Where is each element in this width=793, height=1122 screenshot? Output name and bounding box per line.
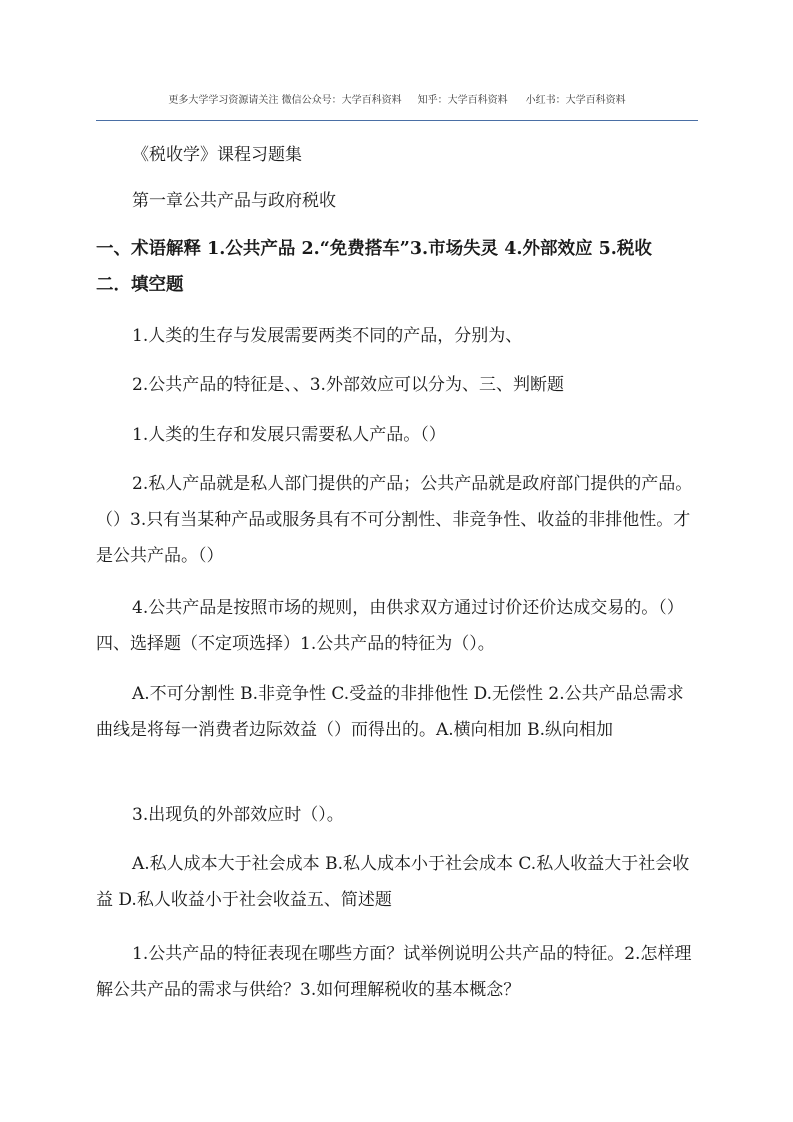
header-wechat: 更多大学学习资源请关注 微信公众号：大学百科资料 (168, 95, 402, 106)
header-zhihu: 知乎：大学百科资料 (417, 95, 508, 106)
short-answer-questions: 1.公共产品的特征表现在哪些方面？试举例说明公共产品的特征。2.怎样理解公共产品的需求与供给？3.如何理解税收的基本概念？ (96, 944, 692, 1000)
header-text (96, 91, 698, 106)
fill-question-2: 2.公共产品的特征是、、3.外部效应可以分为、三、判断题 (132, 375, 564, 395)
chapter-title: 第一章公共产品与政府税收 (132, 191, 336, 211)
header-xiaohongshu: 小红书：大学百科资料 (525, 95, 626, 106)
section-fill: 二．填空题 (96, 275, 184, 295)
fill-question-1: 1.人类的生存与发展需要两类不同的产品，分别为、 (132, 326, 523, 346)
doc-title: 《税收学》课程习题集 (132, 145, 302, 165)
choice-question-3-options: A.私人成本大于社会成本 B.私人成本小于社会成本 C.私人收益大于社会收益 D.私人收益小于社会收益五、简述题 (96, 854, 690, 910)
section-terms: 一、术语解释 1.公共产品 2.“免费搭车”3.市场失灵 4.外部效应 5.税收 (96, 239, 652, 259)
choice-question-3: 3.出现负的外部效应时（）。 (132, 805, 344, 825)
judge-question-4: 4.公共产品是按照市场的规则，由供求双方通过讨价还价达成交易的。（）四、选择题（不定项选择）1.公共产品的特征为（）。 (96, 598, 684, 654)
choice-question-1-2: A.不可分割性 B.非竞争性 C.受益的非排他性 D.无偿性 2.公共产品总需求曲线是将每一消费者边际效益（）而得出的。A.横向相加 B.纵向相加 (96, 684, 684, 740)
page-header (96, 84, 698, 121)
judge-question-1: 1.人类的生存和发展只需要私人产品。（） (132, 425, 446, 445)
judge-question-2-3: 2.私人产品就是私人部门提供的产品；公共产品就是政府部门提供的产品。（）3.只有当某种产品或服务具有不可分割性、非竞争性、收益的非排他性。才是公共产品。（） (96, 474, 693, 566)
